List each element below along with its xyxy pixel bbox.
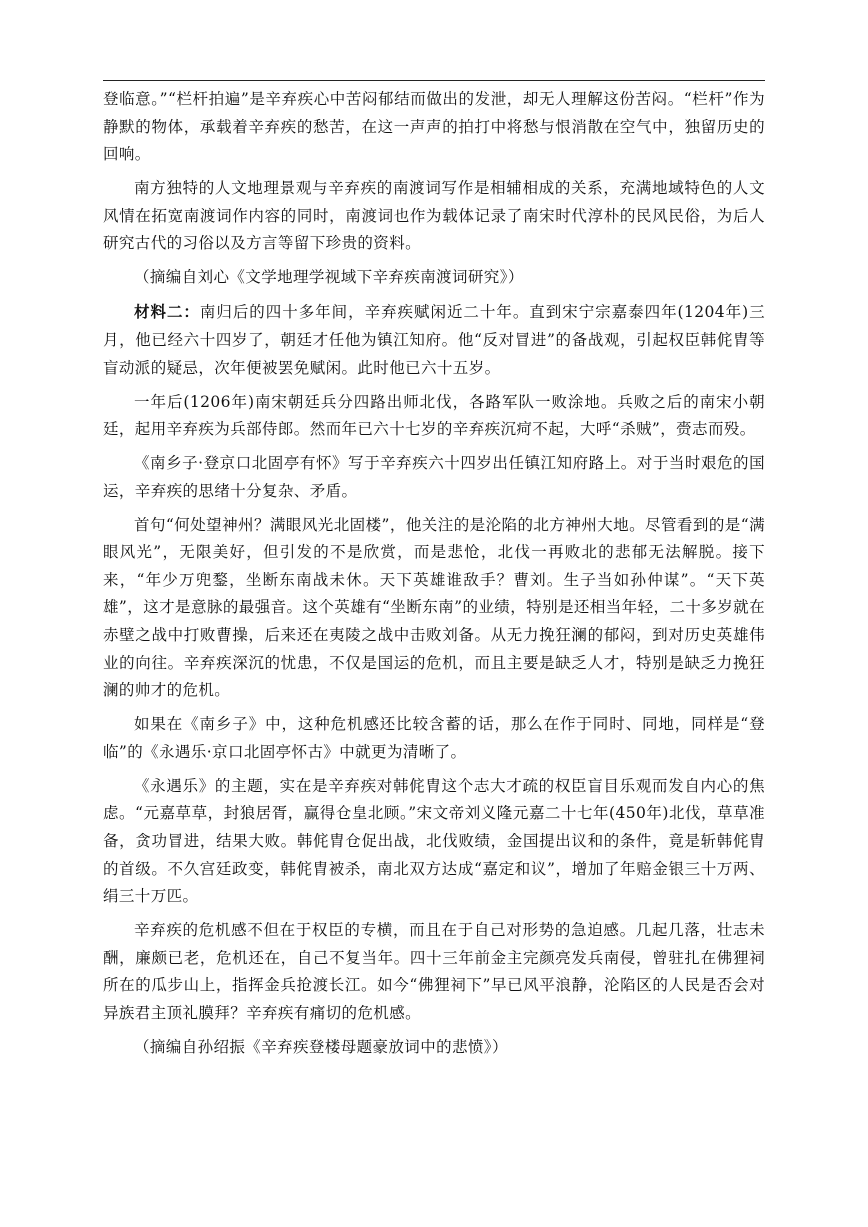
paragraph-yongyule-intro: 如果在《南乡子》中，这种危机感还比较含蓄的话，那么在作于同时、同地，同样是“登临”的《永遇乐·京口北固亭怀古》中就更为清晰了。 — [103, 715, 765, 761]
paragraph-nanxiangzi-analysis: 首句“何处望神州？满眼风光北固楼”，他关注的是沦陷的北方神州大地。尽管看到的是“满眼风光”，无限美好，但引发的不是欣赏，而是悲怆，北伐一再败北的悲郁无法解脱。接下来，“年少万兜鍪，坐断东南战未休。天下英雄谁敌手？曹刘。生子当如孙仲谋”。“天下英雄”，这才是意脉的最强音。这个英雄有“坐断东南”的业绩，特别是还相当年轻，二十多岁就在赤壁之战中打败曹操，后来还在夷陵之战中击败刘备。从无力挽狂澜的郁闷，到对历史英雄伟业的向往。辛弃疾深沉的忧患，不仅是国运的危机，而且主要是缺乏人才，特别是缺乏力挽狂澜的帅才的危机。 — [103, 515, 765, 700]
paragraph-crisis: 辛弃疾的危机感不但在于权臣的专横，而且在于自己对形势的急迫感。几起几落，壮志未酬，廉颇已老，危机还在，自己不复当年。四十三年前金主完颜亮发兵南侵，曾驻扎在佛狸祠所在的瓜步山上，指挥金兵抢渡长江。如今“佛狸祠下”早已风平浪静，沦陷区的人民是否会对异族君主顶礼膜拜？辛弃疾有痛切的危机感。 — [103, 921, 765, 1022]
paragraph-material-two — [103, 298, 765, 382]
paragraph-nanxiangzi-intro: 《南乡子·登京口北固亭有怀》写于辛弃疾六十四岁出任镇江知府路上。对于当时艰危的国运，辛弃疾的思绪十分复杂、矛盾。 — [103, 454, 765, 500]
paragraph-yongyule-theme: 《永遇乐》的主题，实在是辛弃疾对韩侂胄这个志大才疏的权臣盲目乐观而发自内心的焦虑。“元嘉草草，封狼居胥，赢得仓皇北顾。”宋文帝刘义隆元嘉二十七年(450年)北伐，草草准备，贪功冒进，结果大败。韩侂胄仓促出战，北伐败绩，金国提出议和的条件，竟是斩韩侂胄的首级。不久宫廷政变，韩侂胄被杀，南北双方达成“嘉定和议”，增加了年赔金银三十万两、绢三十万匹。 — [103, 776, 765, 906]
source-citation-2: （摘编自孙绍振《辛弃疾登楼母题豪放词中的悲愤》） — [134, 1037, 508, 1056]
source-citation-1: （摘编自刘心《文学地理学视域下辛弃疾南渡词研究》） — [134, 268, 524, 287]
paragraph-continuation: 登临意。”“栏杆拍遍”是辛弃疾心中苦闷郁结而做出的发泄，却无人理解这份苦闷。“栏杆”作为静默的物体，承载着辛弃疾的愁苦，在这一声声的拍打中将愁与恨消散在空气中，独留历史的回响。 — [103, 90, 765, 164]
document-body — [103, 86, 765, 1068]
material-two-label: 材料二： — [134, 302, 200, 322]
header-rule — [103, 80, 765, 81]
paragraph-northern-expedition: 一年后(1206年)南宋朝廷兵分四路出师北伐，各路军队一败涂地。兵败之后的南宋小朝廷，起用辛弃疾为兵部侍郎。然而年已六十七岁的辛弃疾沉疴不起，大呼“杀贼”，赍志而殁。 — [103, 392, 765, 439]
material-two-text: 南归后的四十多年间，辛弃疾赋闲近二十年。直到宋宁宗嘉泰四年(1204年)三月，他已经六十四岁了，朝廷才任他为镇江知府。他“反对冒进”的备战观，引起权臣韩侂胄等盲动派的疑忌，次年便被罢免赋闲。此时他已六十五岁。 — [103, 303, 765, 377]
paragraph-southern-landscape: 南方独特的人文地理景观与辛弃疾的南渡词写作是相辅相成的关系，充满地域特色的人文风情在拓宽南渡词作内容的同时，南渡词也作为载体记录了南宋时代淳朴的民风民俗，为后人研究古代的习俗以及方言等留下珍贵的资料。 — [103, 179, 765, 253]
